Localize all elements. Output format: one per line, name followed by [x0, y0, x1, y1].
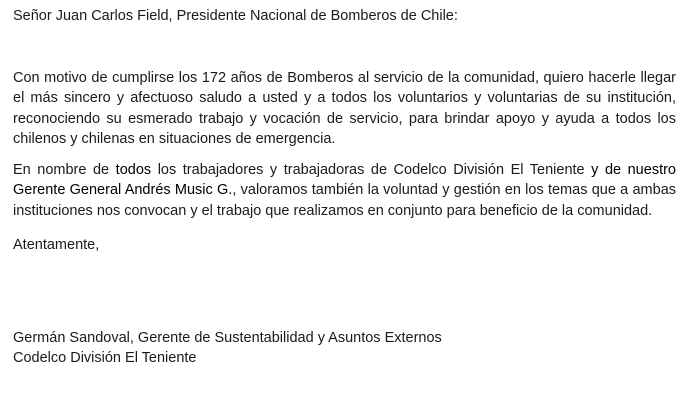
signature-block	[13, 328, 676, 369]
signature-organization: Codelco División El Teniente	[13, 350, 197, 366]
salutation: Señor Juan Carlos Field, Presidente Nacional de Bomberos de Chile:	[13, 8, 458, 24]
paragraph-acknowledgement-part1: En nombre de	[13, 161, 116, 178]
paragraph-acknowledgement	[13, 160, 676, 222]
paragraph-acknowledgement-part5: , valoramos también la voluntad y gestión en los temas que a ambas instituciones nos convocan y el trabajo que realizamos en conjunto para beneficio de la comunidad.	[13, 182, 677, 219]
letter-body	[13, 6, 676, 369]
closing: Atentamente,	[13, 237, 100, 253]
paragraph-acknowledgement-part3: los trabajadores y trabajadoras de Codelco División El Teniente	[151, 161, 592, 178]
paragraph-acknowledgement-emphasis-todos: todos	[115, 161, 152, 178]
paragraph-greeting: Con motivo de cumplirse los 172 años de Bomberos al servicio de la comunidad, quiero hacerle llegar el más sincero y afectuoso saludo a usted y a todos los voluntarios y voluntarias de su institución, reconociendo su esmerado trabajo y vocación de servicio, para brindar apoyo y ayuda a todos los chilenos y chilenas en situaciones de emergencia.	[13, 69, 676, 147]
paragraph-acknowledgement-emphasis-manager: y de nuestro Gerente General Andrés Music G.	[13, 161, 676, 198]
signature-name-title: Germán Sandoval, Gerente de Sustentabilidad y Asuntos Externos	[13, 329, 442, 346]
